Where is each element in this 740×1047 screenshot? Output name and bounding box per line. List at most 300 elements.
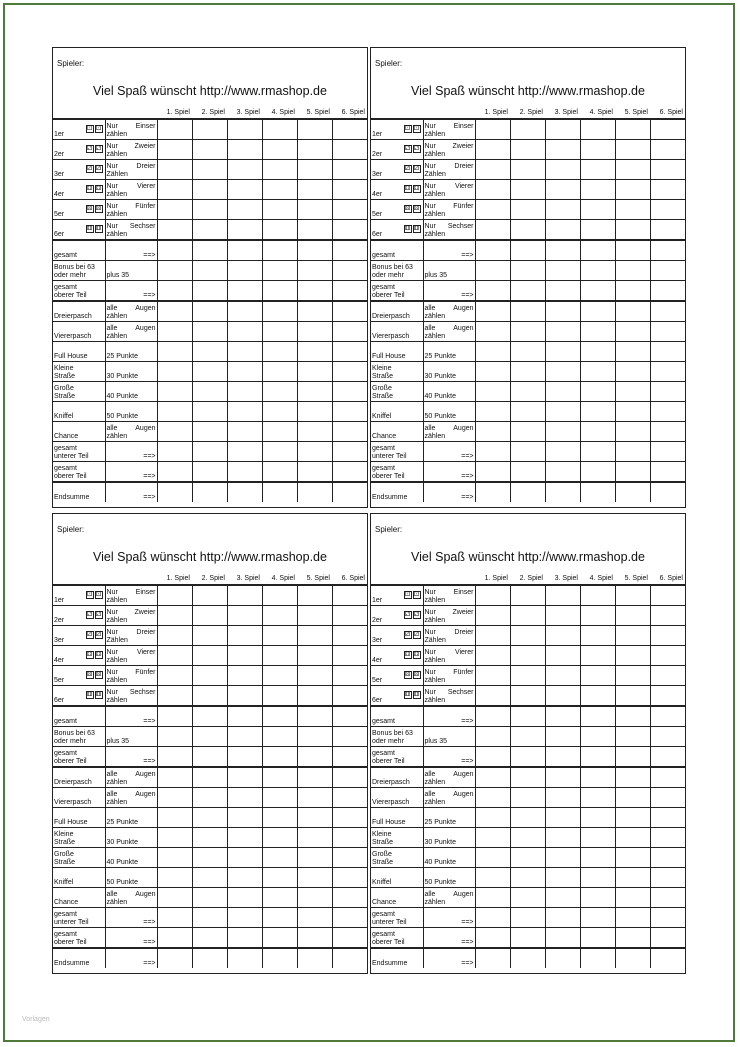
- score-input-cell[interactable]: [332, 342, 367, 362]
- score-input-cell[interactable]: [615, 888, 650, 908]
- score-input-cell[interactable]: [157, 240, 192, 261]
- score-input-cell[interactable]: [157, 301, 192, 322]
- score-input-cell[interactable]: [510, 342, 545, 362]
- score-input-cell[interactable]: [580, 482, 615, 502]
- score-input-cell[interactable]: [227, 928, 262, 949]
- score-input-cell[interactable]: [650, 767, 685, 788]
- score-input-cell[interactable]: [475, 706, 510, 727]
- score-input-cell[interactable]: [262, 462, 297, 483]
- score-input-cell[interactable]: [227, 281, 262, 302]
- score-input-cell[interactable]: [262, 646, 297, 666]
- score-input-cell[interactable]: [650, 848, 685, 868]
- score-input-cell[interactable]: [510, 281, 545, 302]
- score-input-cell[interactable]: [157, 281, 192, 302]
- score-input-cell[interactable]: [227, 828, 262, 848]
- score-input-cell[interactable]: [615, 948, 650, 968]
- score-input-cell[interactable]: [615, 200, 650, 220]
- score-input-cell[interactable]: [510, 686, 545, 707]
- score-input-cell[interactable]: [227, 261, 262, 281]
- score-input-cell[interactable]: [580, 848, 615, 868]
- score-input-cell[interactable]: [227, 848, 262, 868]
- score-input-cell[interactable]: [545, 261, 580, 281]
- score-input-cell[interactable]: [580, 402, 615, 422]
- score-input-cell[interactable]: [332, 482, 367, 502]
- score-input-cell[interactable]: [545, 220, 580, 241]
- score-input-cell[interactable]: [262, 928, 297, 949]
- score-input-cell[interactable]: [262, 606, 297, 626]
- score-input-cell[interactable]: [192, 666, 227, 686]
- score-input-cell[interactable]: [545, 606, 580, 626]
- score-input-cell[interactable]: [615, 586, 650, 606]
- score-input-cell[interactable]: [475, 928, 510, 949]
- score-input-cell[interactable]: [475, 828, 510, 848]
- score-input-cell[interactable]: [580, 342, 615, 362]
- score-input-cell[interactable]: [615, 706, 650, 727]
- score-input-cell[interactable]: [192, 160, 227, 180]
- score-input-cell[interactable]: [157, 120, 192, 140]
- score-input-cell[interactable]: [650, 281, 685, 302]
- score-input-cell[interactable]: [615, 767, 650, 788]
- score-input-cell[interactable]: [297, 462, 332, 483]
- score-input-cell[interactable]: [580, 828, 615, 848]
- score-input-cell[interactable]: [157, 140, 192, 160]
- score-input-cell[interactable]: [615, 220, 650, 241]
- score-input-cell[interactable]: [510, 442, 545, 462]
- score-input-cell[interactable]: [475, 140, 510, 160]
- score-input-cell[interactable]: [332, 586, 367, 606]
- score-input-cell[interactable]: [475, 908, 510, 928]
- score-input-cell[interactable]: [580, 422, 615, 442]
- score-input-cell[interactable]: [545, 281, 580, 302]
- score-input-cell[interactable]: [615, 240, 650, 261]
- score-input-cell[interactable]: [580, 788, 615, 808]
- score-input-cell[interactable]: [545, 868, 580, 888]
- score-input-cell[interactable]: [650, 462, 685, 483]
- score-input-cell[interactable]: [332, 747, 367, 768]
- score-input-cell[interactable]: [332, 442, 367, 462]
- score-input-cell[interactable]: [262, 586, 297, 606]
- score-input-cell[interactable]: [192, 180, 227, 200]
- score-input-cell[interactable]: [510, 322, 545, 342]
- score-input-cell[interactable]: [192, 362, 227, 382]
- score-input-cell[interactable]: [192, 686, 227, 707]
- score-input-cell[interactable]: [650, 686, 685, 707]
- score-input-cell[interactable]: [615, 646, 650, 666]
- score-input-cell[interactable]: [475, 180, 510, 200]
- score-input-cell[interactable]: [615, 666, 650, 686]
- score-input-cell[interactable]: [157, 220, 192, 241]
- score-input-cell[interactable]: [227, 727, 262, 747]
- score-input-cell[interactable]: [510, 848, 545, 868]
- score-input-cell[interactable]: [475, 626, 510, 646]
- score-input-cell[interactable]: [650, 868, 685, 888]
- score-input-cell[interactable]: [262, 382, 297, 402]
- score-input-cell[interactable]: [157, 342, 192, 362]
- score-input-cell[interactable]: [580, 747, 615, 768]
- score-input-cell[interactable]: [157, 606, 192, 626]
- score-input-cell[interactable]: [227, 808, 262, 828]
- score-input-cell[interactable]: [580, 382, 615, 402]
- score-input-cell[interactable]: [262, 482, 297, 502]
- score-input-cell[interactable]: [332, 422, 367, 442]
- score-input-cell[interactable]: [332, 706, 367, 727]
- score-input-cell[interactable]: [262, 706, 297, 727]
- score-input-cell[interactable]: [297, 808, 332, 828]
- score-input-cell[interactable]: [545, 462, 580, 483]
- score-input-cell[interactable]: [615, 342, 650, 362]
- score-input-cell[interactable]: [192, 646, 227, 666]
- score-input-cell[interactable]: [510, 868, 545, 888]
- score-input-cell[interactable]: [332, 140, 367, 160]
- score-input-cell[interactable]: [510, 160, 545, 180]
- score-input-cell[interactable]: [545, 160, 580, 180]
- score-input-cell[interactable]: [192, 281, 227, 302]
- score-input-cell[interactable]: [580, 322, 615, 342]
- score-input-cell[interactable]: [227, 342, 262, 362]
- score-input-cell[interactable]: [227, 666, 262, 686]
- score-input-cell[interactable]: [192, 928, 227, 949]
- score-input-cell[interactable]: [227, 422, 262, 442]
- score-input-cell[interactable]: [510, 888, 545, 908]
- score-input-cell[interactable]: [580, 808, 615, 828]
- score-input-cell[interactable]: [510, 626, 545, 646]
- score-input-cell[interactable]: [297, 342, 332, 362]
- score-input-cell[interactable]: [332, 606, 367, 626]
- score-input-cell[interactable]: [615, 160, 650, 180]
- score-input-cell[interactable]: [297, 240, 332, 261]
- score-input-cell[interactable]: [510, 828, 545, 848]
- score-input-cell[interactable]: [650, 140, 685, 160]
- score-input-cell[interactable]: [332, 808, 367, 828]
- score-input-cell[interactable]: [262, 747, 297, 768]
- score-input-cell[interactable]: [262, 180, 297, 200]
- score-input-cell[interactable]: [475, 220, 510, 241]
- score-input-cell[interactable]: [157, 808, 192, 828]
- score-input-cell[interactable]: [297, 261, 332, 281]
- score-input-cell[interactable]: [615, 462, 650, 483]
- score-input-cell[interactable]: [650, 322, 685, 342]
- score-input-cell[interactable]: [192, 808, 227, 828]
- score-input-cell[interactable]: [545, 200, 580, 220]
- score-input-cell[interactable]: [332, 908, 367, 928]
- score-input-cell[interactable]: [192, 767, 227, 788]
- score-input-cell[interactable]: [580, 586, 615, 606]
- score-input-cell[interactable]: [192, 322, 227, 342]
- score-input-cell[interactable]: [615, 301, 650, 322]
- score-input-cell[interactable]: [192, 442, 227, 462]
- score-input-cell[interactable]: [650, 646, 685, 666]
- score-input-cell[interactable]: [192, 727, 227, 747]
- score-input-cell[interactable]: [580, 686, 615, 707]
- score-input-cell[interactable]: [297, 422, 332, 442]
- score-input-cell[interactable]: [227, 442, 262, 462]
- score-input-cell[interactable]: [227, 240, 262, 261]
- score-input-cell[interactable]: [545, 382, 580, 402]
- score-input-cell[interactable]: [227, 200, 262, 220]
- score-input-cell[interactable]: [157, 402, 192, 422]
- score-input-cell[interactable]: [545, 747, 580, 768]
- score-input-cell[interactable]: [545, 788, 580, 808]
- score-input-cell[interactable]: [545, 240, 580, 261]
- score-input-cell[interactable]: [192, 482, 227, 502]
- score-input-cell[interactable]: [297, 948, 332, 968]
- score-input-cell[interactable]: [227, 767, 262, 788]
- score-input-cell[interactable]: [157, 646, 192, 666]
- score-input-cell[interactable]: [580, 908, 615, 928]
- score-input-cell[interactable]: [297, 828, 332, 848]
- score-input-cell[interactable]: [262, 828, 297, 848]
- score-input-cell[interactable]: [650, 200, 685, 220]
- score-input-cell[interactable]: [650, 747, 685, 768]
- score-input-cell[interactable]: [475, 442, 510, 462]
- score-input-cell[interactable]: [510, 120, 545, 140]
- score-input-cell[interactable]: [580, 868, 615, 888]
- score-input-cell[interactable]: [650, 626, 685, 646]
- score-input-cell[interactable]: [262, 120, 297, 140]
- score-input-cell[interactable]: [227, 646, 262, 666]
- score-input-cell[interactable]: [580, 948, 615, 968]
- score-input-cell[interactable]: [650, 240, 685, 261]
- score-input-cell[interactable]: [192, 706, 227, 727]
- score-input-cell[interactable]: [297, 200, 332, 220]
- score-input-cell[interactable]: [332, 402, 367, 422]
- score-input-cell[interactable]: [580, 240, 615, 261]
- score-input-cell[interactable]: [545, 948, 580, 968]
- score-input-cell[interactable]: [650, 908, 685, 928]
- score-input-cell[interactable]: [580, 767, 615, 788]
- score-input-cell[interactable]: [157, 868, 192, 888]
- score-input-cell[interactable]: [227, 301, 262, 322]
- score-input-cell[interactable]: [615, 868, 650, 888]
- score-input-cell[interactable]: [510, 646, 545, 666]
- score-input-cell[interactable]: [297, 160, 332, 180]
- score-input-cell[interactable]: [157, 848, 192, 868]
- score-input-cell[interactable]: [510, 240, 545, 261]
- score-input-cell[interactable]: [227, 747, 262, 768]
- score-input-cell[interactable]: [297, 747, 332, 768]
- score-input-cell[interactable]: [157, 200, 192, 220]
- score-input-cell[interactable]: [650, 828, 685, 848]
- score-input-cell[interactable]: [192, 626, 227, 646]
- score-input-cell[interactable]: [332, 646, 367, 666]
- score-input-cell[interactable]: [192, 200, 227, 220]
- score-input-cell[interactable]: [262, 666, 297, 686]
- score-input-cell[interactable]: [580, 888, 615, 908]
- score-input-cell[interactable]: [192, 586, 227, 606]
- score-input-cell[interactable]: [650, 382, 685, 402]
- score-input-cell[interactable]: [475, 301, 510, 322]
- score-input-cell[interactable]: [580, 140, 615, 160]
- score-input-cell[interactable]: [580, 706, 615, 727]
- score-input-cell[interactable]: [615, 686, 650, 707]
- score-input-cell[interactable]: [475, 808, 510, 828]
- score-input-cell[interactable]: [615, 482, 650, 502]
- score-input-cell[interactable]: [297, 646, 332, 666]
- score-input-cell[interactable]: [262, 220, 297, 241]
- score-input-cell[interactable]: [157, 261, 192, 281]
- score-input-cell[interactable]: [297, 606, 332, 626]
- score-input-cell[interactable]: [580, 462, 615, 483]
- score-input-cell[interactable]: [510, 727, 545, 747]
- score-input-cell[interactable]: [157, 727, 192, 747]
- score-input-cell[interactable]: [650, 606, 685, 626]
- score-input-cell[interactable]: [615, 322, 650, 342]
- score-input-cell[interactable]: [475, 422, 510, 442]
- score-input-cell[interactable]: [192, 301, 227, 322]
- score-input-cell[interactable]: [262, 948, 297, 968]
- score-input-cell[interactable]: [510, 747, 545, 768]
- score-input-cell[interactable]: [332, 767, 367, 788]
- score-input-cell[interactable]: [262, 322, 297, 342]
- score-input-cell[interactable]: [227, 706, 262, 727]
- score-input-cell[interactable]: [615, 362, 650, 382]
- score-input-cell[interactable]: [332, 462, 367, 483]
- score-input-cell[interactable]: [615, 908, 650, 928]
- score-input-cell[interactable]: [192, 120, 227, 140]
- score-input-cell[interactable]: [227, 322, 262, 342]
- score-input-cell[interactable]: [475, 362, 510, 382]
- score-input-cell[interactable]: [192, 868, 227, 888]
- score-input-cell[interactable]: [545, 342, 580, 362]
- score-input-cell[interactable]: [650, 727, 685, 747]
- score-input-cell[interactable]: [157, 666, 192, 686]
- score-input-cell[interactable]: [192, 606, 227, 626]
- score-input-cell[interactable]: [297, 482, 332, 502]
- score-input-cell[interactable]: [510, 606, 545, 626]
- score-input-cell[interactable]: [157, 747, 192, 768]
- score-input-cell[interactable]: [510, 422, 545, 442]
- score-input-cell[interactable]: [510, 462, 545, 483]
- score-input-cell[interactable]: [580, 442, 615, 462]
- score-input-cell[interactable]: [580, 180, 615, 200]
- score-input-cell[interactable]: [510, 220, 545, 241]
- score-input-cell[interactable]: [297, 928, 332, 949]
- score-input-cell[interactable]: [332, 888, 367, 908]
- score-input-cell[interactable]: [192, 828, 227, 848]
- score-input-cell[interactable]: [227, 220, 262, 241]
- score-input-cell[interactable]: [475, 646, 510, 666]
- score-input-cell[interactable]: [545, 888, 580, 908]
- score-input-cell[interactable]: [650, 220, 685, 241]
- score-input-cell[interactable]: [545, 482, 580, 502]
- score-input-cell[interactable]: [157, 706, 192, 727]
- score-input-cell[interactable]: [297, 788, 332, 808]
- score-input-cell[interactable]: [227, 888, 262, 908]
- score-input-cell[interactable]: [580, 362, 615, 382]
- score-input-cell[interactable]: [475, 666, 510, 686]
- score-input-cell[interactable]: [615, 606, 650, 626]
- score-input-cell[interactable]: [615, 382, 650, 402]
- score-input-cell[interactable]: [580, 666, 615, 686]
- score-input-cell[interactable]: [262, 908, 297, 928]
- score-input-cell[interactable]: [580, 261, 615, 281]
- score-input-cell[interactable]: [332, 362, 367, 382]
- score-input-cell[interactable]: [157, 828, 192, 848]
- score-input-cell[interactable]: [262, 808, 297, 828]
- score-input-cell[interactable]: [262, 727, 297, 747]
- score-input-cell[interactable]: [227, 160, 262, 180]
- score-input-cell[interactable]: [297, 686, 332, 707]
- score-input-cell[interactable]: [580, 160, 615, 180]
- score-input-cell[interactable]: [475, 261, 510, 281]
- score-input-cell[interactable]: [157, 160, 192, 180]
- score-input-cell[interactable]: [475, 160, 510, 180]
- score-input-cell[interactable]: [650, 788, 685, 808]
- score-input-cell[interactable]: [227, 908, 262, 928]
- score-input-cell[interactable]: [332, 240, 367, 261]
- score-input-cell[interactable]: [615, 402, 650, 422]
- score-input-cell[interactable]: [545, 828, 580, 848]
- score-input-cell[interactable]: [545, 586, 580, 606]
- score-input-cell[interactable]: [510, 402, 545, 422]
- score-input-cell[interactable]: [580, 220, 615, 241]
- score-input-cell[interactable]: [475, 402, 510, 422]
- score-input-cell[interactable]: [650, 362, 685, 382]
- score-input-cell[interactable]: [297, 908, 332, 928]
- score-input-cell[interactable]: [192, 402, 227, 422]
- score-input-cell[interactable]: [262, 261, 297, 281]
- score-input-cell[interactable]: [297, 180, 332, 200]
- score-input-cell[interactable]: [262, 868, 297, 888]
- score-input-cell[interactable]: [615, 422, 650, 442]
- score-input-cell[interactable]: [650, 948, 685, 968]
- score-input-cell[interactable]: [262, 160, 297, 180]
- score-input-cell[interactable]: [227, 586, 262, 606]
- score-input-cell[interactable]: [192, 462, 227, 483]
- score-input-cell[interactable]: [157, 928, 192, 949]
- score-input-cell[interactable]: [297, 727, 332, 747]
- score-input-cell[interactable]: [545, 686, 580, 707]
- score-input-cell[interactable]: [262, 301, 297, 322]
- score-input-cell[interactable]: [510, 382, 545, 402]
- score-input-cell[interactable]: [227, 462, 262, 483]
- score-input-cell[interactable]: [615, 828, 650, 848]
- score-input-cell[interactable]: [475, 200, 510, 220]
- score-input-cell[interactable]: [262, 788, 297, 808]
- score-input-cell[interactable]: [262, 848, 297, 868]
- score-input-cell[interactable]: [332, 281, 367, 302]
- score-input-cell[interactable]: [332, 868, 367, 888]
- score-input-cell[interactable]: [475, 606, 510, 626]
- score-input-cell[interactable]: [615, 281, 650, 302]
- score-input-cell[interactable]: [650, 160, 685, 180]
- score-input-cell[interactable]: [262, 362, 297, 382]
- score-input-cell[interactable]: [510, 788, 545, 808]
- score-input-cell[interactable]: [332, 200, 367, 220]
- score-input-cell[interactable]: [297, 666, 332, 686]
- score-input-cell[interactable]: [332, 160, 367, 180]
- score-input-cell[interactable]: [332, 928, 367, 949]
- score-input-cell[interactable]: [192, 382, 227, 402]
- score-input-cell[interactable]: [510, 767, 545, 788]
- score-input-cell[interactable]: [580, 281, 615, 302]
- score-input-cell[interactable]: [157, 788, 192, 808]
- score-input-cell[interactable]: [227, 626, 262, 646]
- score-input-cell[interactable]: [580, 301, 615, 322]
- score-input-cell[interactable]: [545, 928, 580, 949]
- score-input-cell[interactable]: [650, 261, 685, 281]
- score-input-cell[interactable]: [580, 928, 615, 949]
- score-input-cell[interactable]: [475, 848, 510, 868]
- score-input-cell[interactable]: [157, 462, 192, 483]
- score-input-cell[interactable]: [475, 322, 510, 342]
- score-input-cell[interactable]: [332, 261, 367, 281]
- score-input-cell[interactable]: [192, 422, 227, 442]
- score-input-cell[interactable]: [332, 848, 367, 868]
- score-input-cell[interactable]: [510, 928, 545, 949]
- score-input-cell[interactable]: [650, 706, 685, 727]
- score-input-cell[interactable]: [227, 402, 262, 422]
